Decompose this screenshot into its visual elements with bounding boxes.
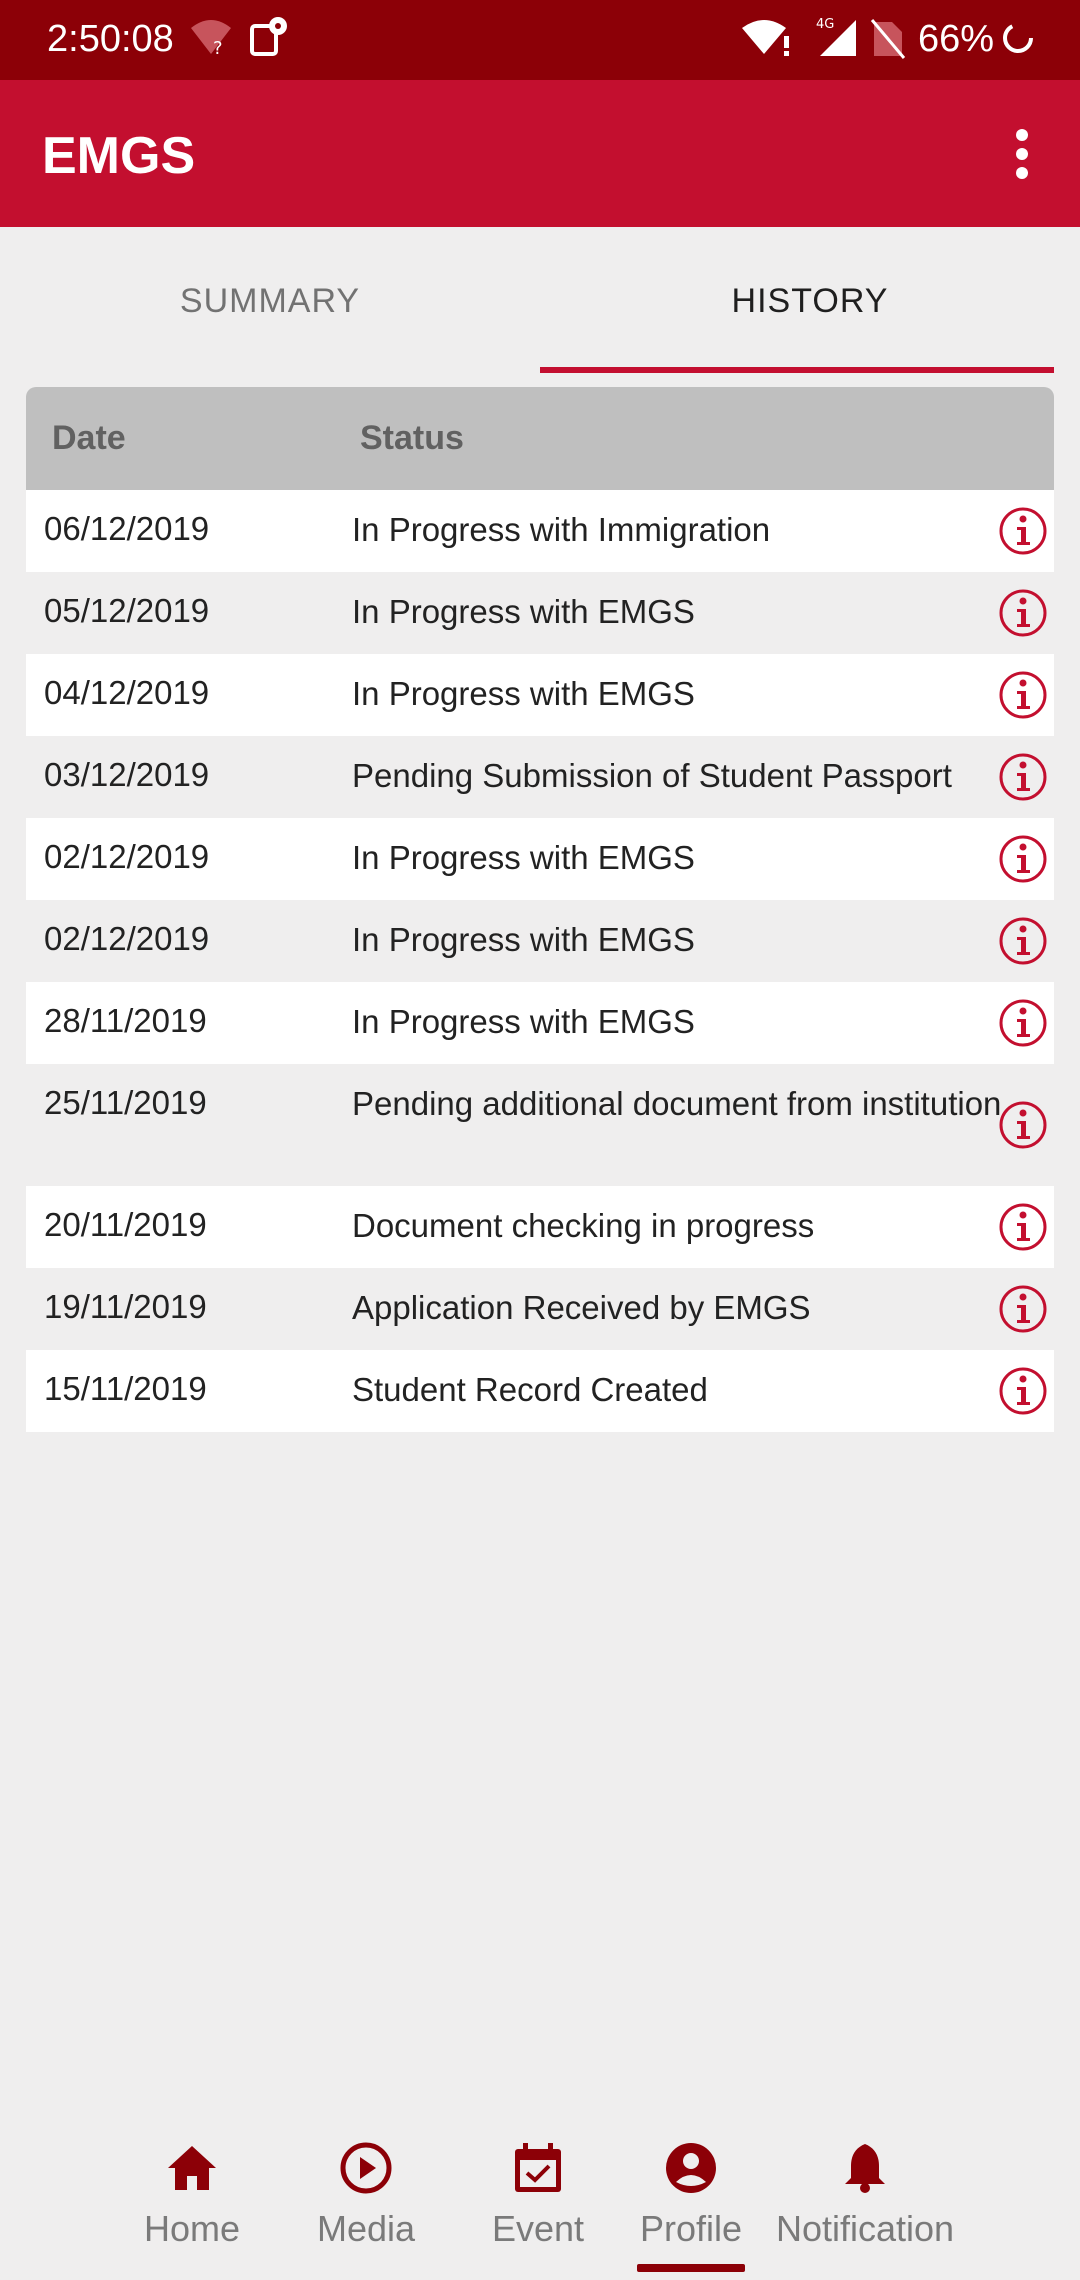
table-row xyxy=(26,1064,1054,1186)
status-time: 2:50:08 xyxy=(47,18,174,60)
bell-icon xyxy=(837,2140,893,2196)
nav-media[interactable] xyxy=(310,2140,422,2250)
table-row xyxy=(26,982,1054,1064)
row-status: In Progress with EMGS xyxy=(352,675,695,712)
svg-text:?: ? xyxy=(213,38,223,59)
row-status: In Progress with EMGS xyxy=(352,921,695,958)
more-vert-icon[interactable] xyxy=(1000,127,1044,181)
row-date: 20/11/2019 xyxy=(44,1206,207,1243)
info-icon[interactable] xyxy=(998,1366,1048,1416)
info-icon[interactable] xyxy=(998,998,1048,1048)
row-status: In Progress with EMGS xyxy=(352,1003,695,1040)
tab-history[interactable]: HISTORY xyxy=(731,282,889,320)
svg-text:4G: 4G xyxy=(816,17,835,32)
info-icon[interactable] xyxy=(998,588,1048,638)
row-date: 02/12/2019 xyxy=(44,920,210,957)
row-date: 05/12/2019 xyxy=(44,592,210,629)
row-status: Student Record Created xyxy=(352,1371,708,1408)
info-icon[interactable] xyxy=(998,1100,1048,1150)
table-row xyxy=(26,1350,1054,1432)
row-date: 06/12/2019 xyxy=(44,510,210,547)
row-date: 28/11/2019 xyxy=(44,1002,207,1039)
app-bar xyxy=(0,80,1080,227)
table-row xyxy=(26,900,1054,982)
row-status: In Progress with EMGS xyxy=(352,839,695,876)
wifi-alert-icon xyxy=(740,14,792,60)
bottom-nav xyxy=(0,2140,1080,2280)
table-row xyxy=(26,490,1054,572)
nav-event-label: Event xyxy=(491,2208,585,2249)
row-date: 03/12/2019 xyxy=(44,756,210,793)
row-date: 04/12/2019 xyxy=(44,674,210,711)
play-circle-icon xyxy=(338,2140,394,2196)
row-date: 15/11/2019 xyxy=(44,1370,207,1407)
row-status: Pending Submission of Student Passport xyxy=(352,757,952,794)
nav-notification[interactable] xyxy=(768,2140,962,2250)
status-bar xyxy=(0,0,1080,80)
battery-percentage: 66% xyxy=(918,18,995,60)
table-row xyxy=(26,818,1054,900)
info-icon[interactable] xyxy=(998,752,1048,802)
tab-bar xyxy=(0,227,1080,375)
nav-home[interactable] xyxy=(140,2140,244,2250)
calendar-check-icon xyxy=(510,2140,566,2196)
row-status: In Progress with EMGS xyxy=(352,593,695,630)
info-icon[interactable] xyxy=(998,916,1048,966)
info-icon[interactable] xyxy=(998,834,1048,884)
app-title: EMGS xyxy=(42,127,196,185)
table-row xyxy=(26,572,1054,654)
tab-active-indicator xyxy=(540,367,1054,373)
column-header-date: Date xyxy=(52,419,126,457)
signal-4g-icon xyxy=(814,14,860,60)
info-icon[interactable] xyxy=(998,1284,1048,1334)
row-date: 25/11/2019 xyxy=(44,1084,207,1121)
wifi-question-icon xyxy=(188,14,234,60)
nav-profile-label: Profile xyxy=(639,2208,743,2249)
row-date: 19/11/2019 xyxy=(44,1288,207,1325)
account-circle-icon xyxy=(663,2140,719,2196)
row-status: Pending additional document from institution xyxy=(352,1085,1002,1122)
row-status: Application Received by EMGS xyxy=(352,1289,811,1326)
map-location-icon xyxy=(250,14,290,60)
table-row xyxy=(26,1268,1054,1350)
column-header-status: Status xyxy=(360,419,464,457)
row-date: 02/12/2019 xyxy=(44,838,210,875)
info-icon[interactable] xyxy=(998,506,1048,556)
nav-media-label: Media xyxy=(316,2208,416,2249)
nav-notification-label: Notification xyxy=(775,2208,955,2249)
no-sim-icon xyxy=(870,14,906,60)
nav-home-label: Home xyxy=(143,2208,241,2249)
row-status: Document checking in progress xyxy=(352,1207,815,1244)
nav-event[interactable] xyxy=(488,2140,588,2250)
history-table xyxy=(26,387,1054,1432)
home-icon xyxy=(164,2140,220,2196)
info-icon[interactable] xyxy=(998,670,1048,720)
nav-profile[interactable] xyxy=(636,2140,746,2250)
nav-active-indicator xyxy=(637,2264,745,2272)
tab-summary[interactable]: SUMMARY xyxy=(179,282,361,320)
table-row xyxy=(26,736,1054,818)
table-header xyxy=(26,387,1054,490)
row-status: In Progress with Immigration xyxy=(352,511,771,548)
battery-ring-icon xyxy=(1000,14,1040,60)
table-row xyxy=(26,1186,1054,1268)
table-row xyxy=(26,654,1054,736)
info-icon[interactable] xyxy=(998,1202,1048,1252)
